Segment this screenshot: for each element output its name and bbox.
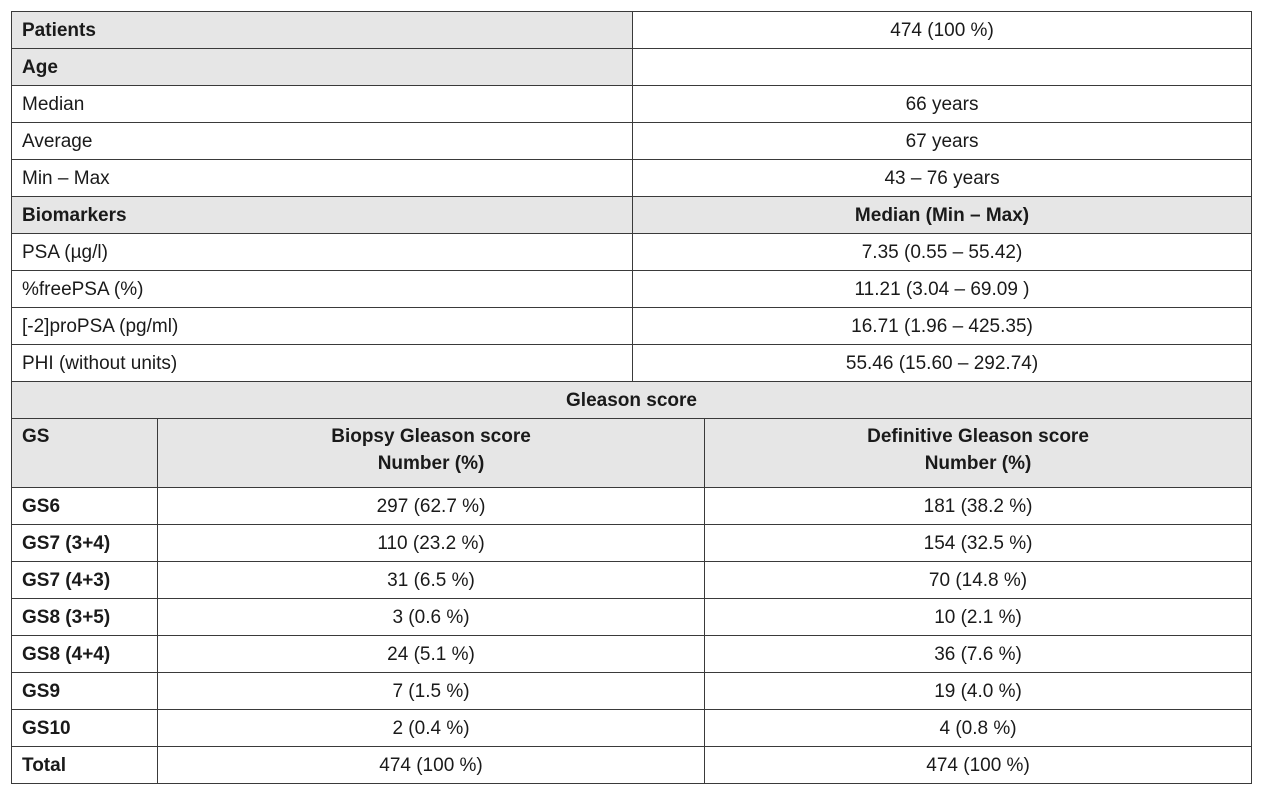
- gleason-row: [12, 710, 1252, 747]
- age-row-label: Min – Max: [12, 160, 633, 197]
- gleason-biopsy: 297 (62.7 %): [158, 488, 705, 525]
- age-section-label: Age: [12, 49, 633, 86]
- gleason-row: [12, 599, 1252, 636]
- gleason-gs: GS10: [12, 710, 158, 747]
- gleason-gs: GS8 (3+5): [12, 599, 158, 636]
- gleason-gs: GS7 (4+3): [12, 562, 158, 599]
- gleason-definitive: 474 (100 %): [705, 747, 1252, 784]
- gleason-gs: GS8 (4+4): [12, 636, 158, 673]
- gleason-col-biopsy: [158, 419, 705, 488]
- biomarker-value: 7.35 (0.55 – 55.42): [633, 234, 1252, 271]
- gleason-biopsy: 110 (23.2 %): [158, 525, 705, 562]
- gleason-definitive: 181 (38.2 %): [705, 488, 1252, 525]
- biomarker-label: PHI (without units): [12, 345, 633, 382]
- gleason-col-biopsy-line1: Biopsy Gleason score: [331, 426, 531, 447]
- gleason-gs: GS9: [12, 673, 158, 710]
- biomarker-value: 55.46 (15.60 – 292.74): [633, 345, 1252, 382]
- age-row-value: 66 years: [633, 86, 1252, 123]
- gleason-row: [12, 562, 1252, 599]
- age-row: [12, 86, 1252, 123]
- biomarkers-section-row: [12, 197, 1252, 234]
- gleason-header-row: [12, 419, 1252, 488]
- gleason-col-definitive-line2: Number (%): [924, 453, 1032, 474]
- gleason-definitive: 154 (32.5 %): [705, 525, 1252, 562]
- biomarkers-section-header: Median (Min – Max): [633, 197, 1252, 234]
- gleason-gs: Total: [12, 747, 158, 784]
- gleason-biopsy: 24 (5.1 %): [158, 636, 705, 673]
- age-row-label: Median: [12, 86, 633, 123]
- gleason-row: [12, 673, 1252, 710]
- gleason-col-gs: GS: [12, 419, 158, 488]
- age-section-empty: [633, 49, 1252, 86]
- biomarker-value: 11.21 (3.04 – 69.09 ): [633, 271, 1252, 308]
- biomarker-label: PSA (µg/l): [12, 234, 633, 271]
- gleason-definitive: 4 (0.8 %): [705, 710, 1252, 747]
- age-row: [12, 123, 1252, 160]
- biomarker-row: [12, 308, 1252, 345]
- gleason-gs: GS6: [12, 488, 158, 525]
- biomarkers-section-label: Biomarkers: [12, 197, 633, 234]
- biomarker-row: [12, 234, 1252, 271]
- gleason-biopsy: 31 (6.5 %): [158, 562, 705, 599]
- gleason-row: [12, 636, 1252, 673]
- gleason-title-row: [12, 382, 1252, 419]
- gleason-col-definitive-line1: Definitive Gleason score: [867, 426, 1089, 447]
- gleason-definitive: 19 (4.0 %): [705, 673, 1252, 710]
- patient-characteristics-table: [11, 11, 1252, 784]
- age-row-value: 67 years: [633, 123, 1252, 160]
- gleason-row: [12, 525, 1252, 562]
- gleason-title: Gleason score: [12, 382, 1252, 419]
- biomarker-label: %freePSA (%): [12, 271, 633, 308]
- gleason-biopsy: 3 (0.6 %): [158, 599, 705, 636]
- age-section-row: [12, 49, 1252, 86]
- gleason-biopsy: 474 (100 %): [158, 747, 705, 784]
- biomarker-row: [12, 345, 1252, 382]
- gleason-definitive: 70 (14.8 %): [705, 562, 1252, 599]
- biomarker-row: [12, 271, 1252, 308]
- gleason-total-row: [12, 747, 1252, 784]
- gleason-col-definitive: [705, 419, 1252, 488]
- patients-value: 474 (100 %): [633, 12, 1252, 49]
- patients-row: [12, 12, 1252, 49]
- gleason-definitive: 10 (2.1 %): [705, 599, 1252, 636]
- age-row-label: Average: [12, 123, 633, 160]
- biomarker-label: [-2]proPSA (pg/ml): [12, 308, 633, 345]
- patients-label: Patients: [12, 12, 633, 49]
- gleason-biopsy: 2 (0.4 %): [158, 710, 705, 747]
- gleason-biopsy: 7 (1.5 %): [158, 673, 705, 710]
- age-row-value: 43 – 76 years: [633, 160, 1252, 197]
- gleason-gs: GS7 (3+4): [12, 525, 158, 562]
- gleason-col-biopsy-line2: Number (%): [377, 453, 485, 474]
- age-row: [12, 160, 1252, 197]
- biomarker-value: 16.71 (1.96 – 425.35): [633, 308, 1252, 345]
- gleason-row: [12, 488, 1252, 525]
- gleason-definitive: 36 (7.6 %): [705, 636, 1252, 673]
